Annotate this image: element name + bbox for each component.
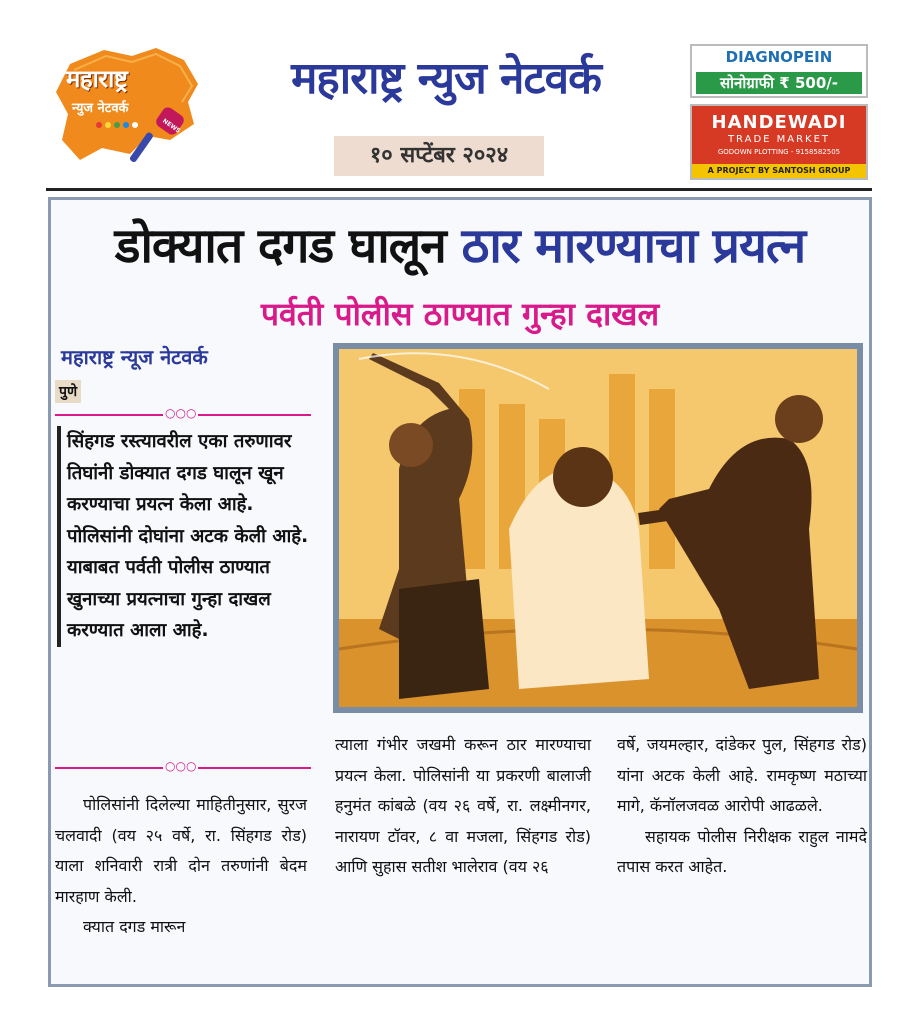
masthead-title: महाराष्ट्र न्युज नेटवर्क (291, 53, 601, 104)
ad-handewadi-footer: A PROJECT BY SANTOSH GROUP (692, 164, 866, 178)
headline-part2: ठार मारण्याचा प्रयत्न (461, 218, 806, 274)
body-paragraph: सहायक पोलीस निरीक्षक राहुल नामदे तपास करत आहेत. (617, 826, 867, 876)
ad-handewadi-subtitle: TRADE MARKET (727, 134, 831, 145)
ad-diagnopein[interactable] (690, 44, 868, 98)
ad-handewadi-line: GODOWN PLOTTING - 9158582505 (717, 148, 841, 156)
ad-diagnopein-brand: DIAGNOPEIN (725, 48, 833, 66)
site-logo[interactable] (52, 44, 202, 172)
body-paragraph: पोलिसांनी दिलेल्या माहितीनुसार, सुरज चलवादी (वय २५ वर्षे, रा. सिंहगड रोड) याला शनिवारी रात्री दोन तरुणांनी बेदम मारहाण केली. (55, 795, 307, 906)
lead-paragraph: सिंहगड रस्त्यावरील एका तरुणावर तिघांनी डोक्यात दगड घालून खून करण्याचा प्रयत्न केला आहे. पोलिसांनी दोघांना अटक केली आहे. याबाबत पर्वती पोलीस ठाण्यात खुनाच्या प्रयत्नाचा गुन्हा दाखल करण्यात आला आहे. (57, 426, 311, 647)
ad-handewadi[interactable] (690, 104, 868, 180)
headline-part1: डोक्यात दगड घालून (114, 218, 446, 274)
masthead-divider (46, 188, 872, 191)
body-paragraph: वर्षे, जयमल्हार, दांडेकर पुल, सिंहगड रोड) यांना अटक केली आहे. रामकृष्ण मठाच्या मागे, कॅनॉलजवळ आरोपी आढळले. (617, 735, 867, 815)
mic-label: NEWS (161, 117, 182, 135)
body-column-1 (55, 790, 307, 943)
article-frame (48, 197, 872, 987)
headline (51, 212, 869, 277)
dateline-place: पुणे (55, 380, 81, 403)
microphone-icon (130, 106, 190, 166)
body-paragraph: क्यात दगड मारून (83, 917, 186, 936)
scroll-ornament-icon: ○○○ (55, 407, 311, 423)
byline: महाराष्ट्र न्यूज नेटवर्क (61, 345, 208, 369)
subheadline: पर्वती पोलीस ठाण्यात गुन्हा दाखल (260, 295, 660, 333)
logo-line2: न्युज नेटवर्क (72, 101, 129, 116)
body-column-3 (617, 730, 867, 883)
logo-line1: महाराष्ट्र (66, 65, 128, 93)
ad-handewadi-title: HANDEWADI (711, 112, 847, 133)
body-column-2: त्याला गंभीर जखमी करून ठार मारण्याचा प्रयत्न केला. पोलिसांनी या प्रकरणी बालाजी हनुमंत कांबळे (वय २६ वर्षे, रा. लक्ष्मीनगर, नारायण टॉवर, ८ वा मजला, सिंहगड रोड) आणि सुहास सतीश भालेराव (वय २६ (335, 735, 591, 876)
assault-illustration (339, 349, 857, 707)
article-photo[interactable] (333, 343, 863, 713)
issue-date: १० सप्टेंबर २०२४ (334, 136, 544, 176)
ad-diagnopein-offer: सोनोग्राफी ₹ 500/- (696, 72, 862, 94)
scroll-ornament-icon: ○○○ (55, 760, 311, 776)
